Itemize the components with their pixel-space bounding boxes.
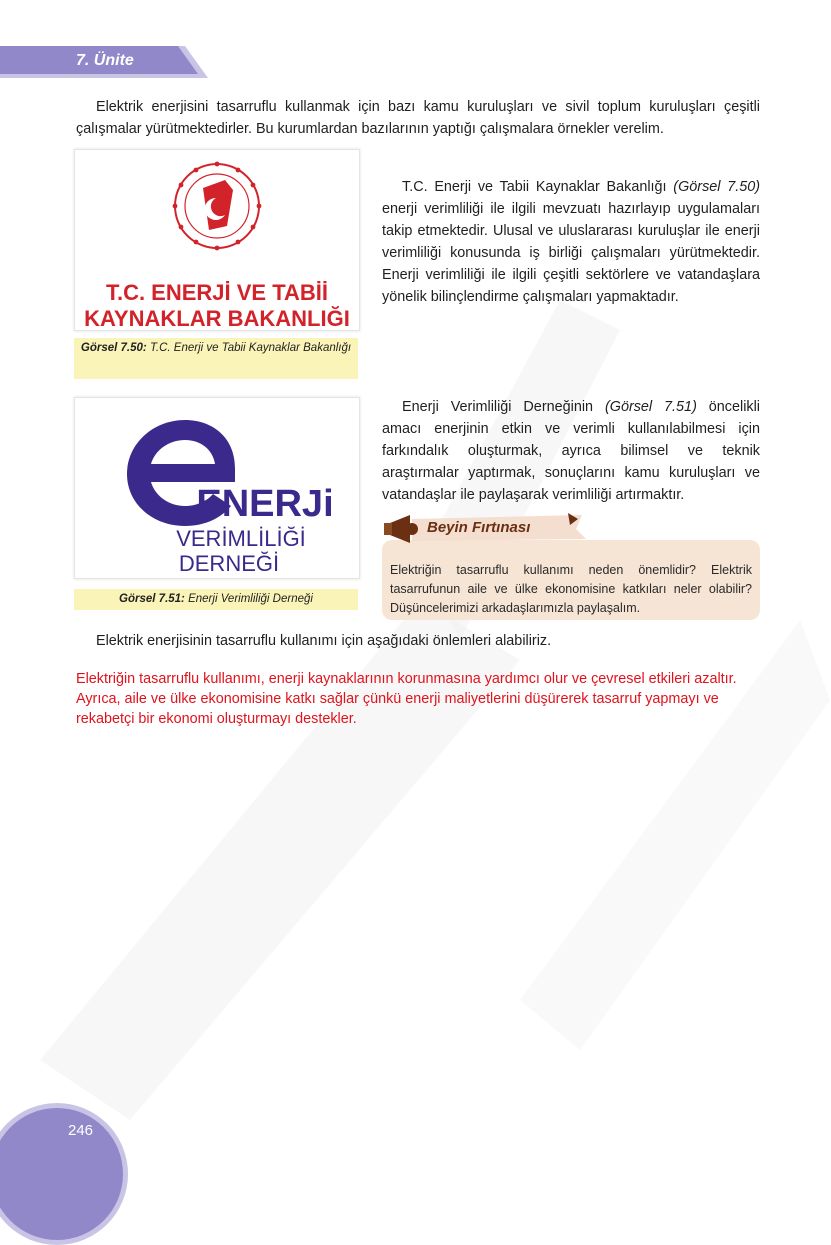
association-logo-image [74,397,360,579]
caption-label: Görsel 7.50: [80,342,147,354]
page-number-badge [0,1103,128,1245]
figure-ref-751: (Görsel 7.51) [604,399,697,415]
association-paragraph [382,396,760,506]
association-text-end: öncelikli amacı enerjinin etkin ve verimli kullanılabilmesi için farkındalık oluşturmak, ayrıca bilimsel ve teknik araştırmalar yaptırmak, sonuçlarını kamu kuruluşları ve vatandaşlar ile paylaşarak verimliliği artırmaktır. [382,399,760,503]
answer-text: Elektriğin tasarruflu kullanımı, enerji kaynaklarının korunmasına yardımcı olur ve çevresel etkileri azaltır. Ayrıca, aile ve ülke ekonomisine katkı sağlar çünkü enerji maliyetlerini düşürerek tasarruf yapmayı ve rekabetçi bir ekonomi oluşturmayı destekler. [76,671,737,727]
measures-paragraph: Elektrik enerjisinin tasarruflu kullanımı için aşağıdaki önlemleri alabiliriz. [96,633,552,649]
ministry-logo-line2: KAYNAKLAR BAKANLIĞI [84,306,350,330]
brainstorm-title: Beyin Fırtınası [427,519,531,536]
ministry-text-start: T.C. Enerji ve Tabii Kaynaklar Bakanlığı [402,179,674,195]
caption-label: Görsel 7.51: [119,593,185,605]
figure-ref-750: (Görsel 7.50) [673,179,761,195]
association-text-start: Enerji Verimliliği Derneğinin [402,399,605,415]
ministry-text-end: enerji verimliliği ile ilgili mevzuatı hazırlayıp uygulamaları takip etmektedir. Ulusal ve uluslararası kuruluşlar ile enerji verimliliği konusunda iş birliği çalışmaları yürütmektedir. Enerji verimliliği ile ilgili çeşitli sektörlere ve vatandaşlara yönelik bilinçlendirme çalışmaları yapmaktadır. [382,201,760,305]
figure-caption-751 [74,589,358,610]
caption-text: Enerji Verimliliği Derneği [188,593,313,605]
page-number: 246 [68,1122,94,1139]
caption-text: T.C. Enerji ve Tabii Kaynaklar Bakanlığı [149,342,352,354]
association-logo-line2: VERİMLİLİĞİ [176,526,306,551]
brainstorm-text: Elektriğin tasarruflu kullanımı neden önemlidir? Elektrik tasarrufunun aile ve ülke ekonomisine katkıları neler olabilir? Düşüncelerimizi arkadaşlarımızla paylaşalım. [390,563,752,615]
ministry-emblem-icon [173,162,262,251]
intro-paragraph: Elektrik enerjisini tasarruflu kullanmak için bazı kamu kuruluşları ve sivil toplum kuruluşları çeşitli çalışmalar yürütmektedirler. Bu kurumlardan bazılarının yaptığı çalışmalara örnekler verelim. [76,99,760,137]
association-logo-word: ENERJi [196,483,334,525]
association-logo-line3: DERNEĞİ [178,551,280,576]
figure-caption-750 [74,338,358,379]
ministry-paragraph [382,176,760,308]
ministry-logo-image [74,149,360,331]
unit-label: 7. Ünite [76,52,134,69]
ministry-logo-line1: T.C. ENERJİ VE TABİİ [105,280,329,305]
